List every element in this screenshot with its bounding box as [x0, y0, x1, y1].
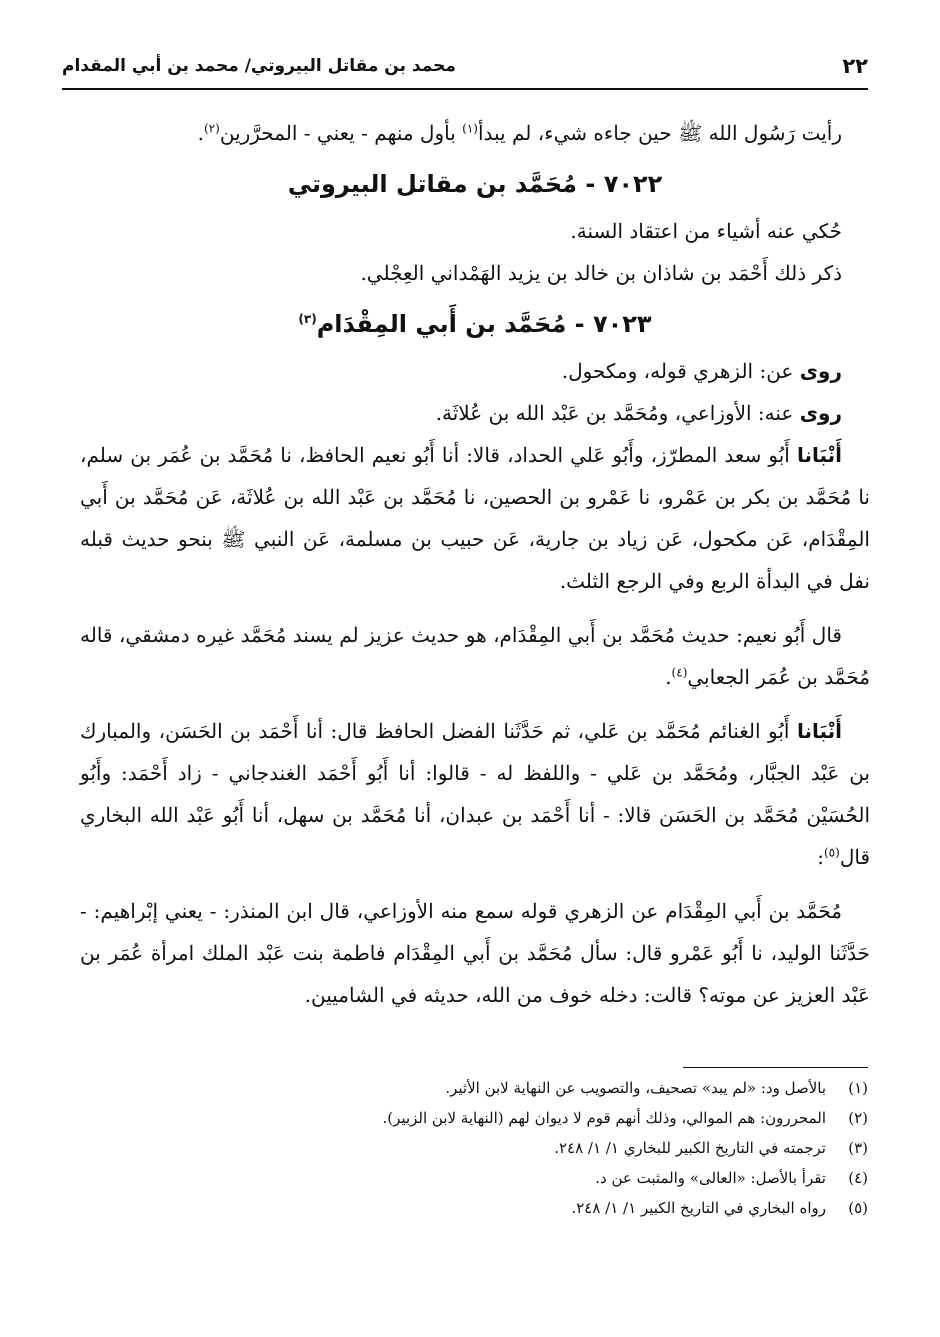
anbana-label: أَنْبَانا	[796, 443, 842, 467]
entry-7022-line-2: ذكر ذلك أَحْمَد بن شاذان بن خالد بن يزيد الهَمْداني العِجْلي.	[360, 261, 842, 285]
intro-text-continued: بأول منهم - يعني - المحرَّرين	[219, 121, 463, 145]
intro-text: رأيت رَسُول الله ﷺ حين جاءه شيء، لم يبدأ	[477, 121, 842, 145]
footnote-1	[80, 1073, 868, 1103]
isnad-text-2: أَبُو الغنائم مُحَمَّد بن عَلي، ثم حَدَّثَنا الفضل الحافظ قال: أنا أَحْمَد بن الحَسَن، والمبارك بن عَبْد الجبَّار، ومُحَمَّد بن عَلي - واللفظ له - قالوا: أنا أَبُو أَحْمَد الغندجاني - زاد أَحْمَد: وأَبُو الحُسَيْن مُحَمَّد بن الحَسَن قالا: - أنا أَحْمَد بن عبدان، أنا مُحَمَّد بن سهل، أنا أَبُو عَبْد الله البخاري قال	[80, 719, 870, 869]
footnote-5	[80, 1193, 868, 1223]
footnote-ref-4: (٤)	[671, 665, 688, 680]
entry-7022-line-1: حُكي عنه أشياء من اعتقاد السنة.	[570, 219, 842, 243]
isnad-text-1: أَبُو سعد المطرّز، وأَبُو عَلي الحداد، قالا: أنا أَبُو نعيم الحافظ، نا مُحَمَّد بن عُمَر بن سلم، نا مُحَمَّد بن بكر بن عَمْرو، نا عَمْرو بن الحصين، نا مُحَمَّد بن عَبْد الله بن عُلاثَة، عَن مُحَمَّد بن أَبي المِقْدَام، عَن مكحول، عَن زياد بن جارية، عَن حبيب بن مسلمة، عَن النبي ﷺ بنحو حديث قبله نفل في البدأة الربع وفي الرجع الثلث.	[80, 443, 870, 593]
header-rule	[62, 88, 868, 90]
abu-nuaym-text: قال أَبُو نعيم: حديث مُحَمَّد بن أَبي المِقْدَام، هو حديث عزيز لم يسند مُحَمَّد غيره دمشقي، قاله مُحَمَّد بن عُمَر الجعابي	[80, 623, 870, 689]
isnad-text-2-tail: :	[817, 845, 824, 869]
isnad-paragraph-2	[80, 710, 870, 878]
footnote-text: بالأصل ود: «لم يبد» تصحيف، والتصويب عن النهاية لابن الأثير.	[445, 1079, 826, 1097]
footnote-rule	[683, 1067, 868, 1068]
main-text	[80, 112, 870, 1016]
footnote-number: (٤)	[848, 1169, 868, 1187]
running-head: محمد بن مقاتل البيروتي/ محمد بن أبي المقدام	[62, 56, 456, 76]
intro-paragraph	[80, 112, 870, 154]
page-number: ٢٢	[842, 54, 868, 78]
footnote-ref-2: (٢)	[203, 121, 220, 136]
entry-title-7023-text: ٧٠٢٣ - مُحَمَّد بن أَبي المِقْدَام	[316, 310, 652, 338]
footnote-number: (٥)	[848, 1199, 868, 1217]
entry-title-7023	[80, 302, 870, 346]
narrated-label: روى	[799, 359, 842, 383]
footnotes	[80, 1073, 868, 1223]
intro-text-tail: .	[197, 121, 204, 145]
footnote-ref-3: (٣)	[298, 312, 317, 326]
footnote-ref-5: (٥)	[823, 845, 840, 860]
footnote-number: (٢)	[848, 1109, 868, 1127]
narrated-from-line	[80, 350, 870, 392]
footnote-number: (١)	[848, 1079, 868, 1097]
footnote-4	[80, 1163, 868, 1193]
footnote-3	[80, 1133, 868, 1163]
footnote-text: ترجمته في التاريخ الكبير للبخاري ١/ ١/ ٢٤٨.	[554, 1139, 826, 1157]
isnad-paragraph-1	[80, 434, 870, 602]
abu-nuaym-paragraph	[80, 614, 870, 698]
narrated-label: روى	[799, 401, 842, 425]
anbana-label: أَنْبَانا	[796, 719, 842, 743]
narrated-by-text: عنه: الأوزاعي، ومُحَمَّد بن عَبْد الله بن عُلاثَة.	[435, 401, 800, 425]
page-header	[62, 46, 868, 86]
footnote-number: (٣)	[848, 1139, 868, 1157]
final-paragraph: مُحَمَّد بن أَبي المِقْدَام عن الزهري قوله سمع منه الأوزاعي، قال ابن المنذر: - يعني إبْراهيم: - حَدَّثَنا الوليد، نا أَبُو عَمْرو قال: سأل مُحَمَّد بن أَبي المِقْدَام فاطمة بنت عَبْد الملك امرأة عُمَر بن عَبْد العزيز عن موته؟ قالت: دخله خوف من الله، حديثه في الشاميين.	[80, 899, 870, 1007]
footnote-text: تقرأ بالأصل: «العالى» والمثبت عن د.	[595, 1169, 826, 1187]
narrated-by-line	[80, 392, 870, 434]
footnote-text: المحررون: هم الموالي، وذلك أنهم قوم لا ديوان لهم (النهاية لابن الزبير).	[382, 1109, 826, 1127]
abu-nuaym-tail: .	[665, 665, 672, 689]
footnote-text: رواه البخاري في التاريخ الكبير ١/ ١/ ٢٤٨.	[571, 1199, 826, 1217]
narrated-from-text: عن: الزهري قوله، ومكحول.	[561, 359, 800, 383]
footnote-ref-1: (١)	[462, 121, 478, 136]
footnote-2	[80, 1103, 868, 1133]
entry-title-7022: ٧٠٢٢ - مُحَمَّد بن مقاتل البيروتي	[287, 170, 663, 198]
